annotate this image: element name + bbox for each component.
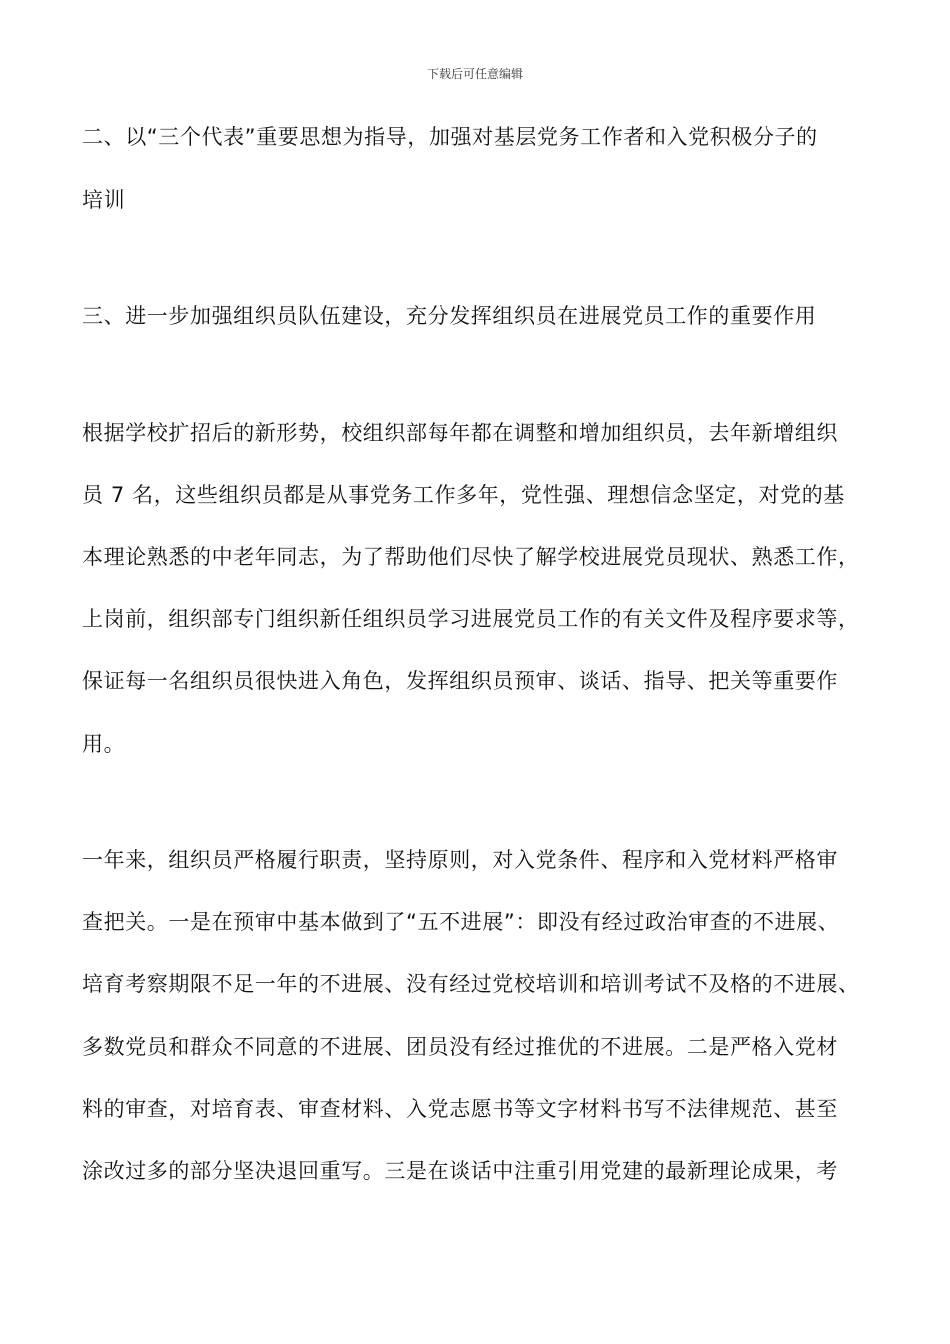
paragraph-2-line-5: 料的审查，对培育表、审查材料、入党志愿书等文字材料书写不法律规范、甚至: [82, 1097, 838, 1121]
paragraph-1-line-1: 根据学校扩招后的新形势，校组织部每年都在调整和增加组织员，去年新增组织: [82, 421, 838, 445]
paragraph-1-line-2: 员 7 名，这些组织员都是从事党务工作多年，党性强、理想信念坚定，对党的基: [82, 483, 845, 507]
section-heading-3-line-1: 三、进一步加强组织员队伍建设，充分发挥组织员在进展党员工作的重要作用: [82, 304, 817, 328]
paragraph-2-line-3: 培育考察期限不足一年的不进展、没有经过党校培训和培训考试不及格的不进展、: [82, 972, 860, 996]
section-heading-2-line-1: 二、以“三个代表”重要思想为指导，加强对基层党务工作者和入党积极分子的: [82, 125, 818, 149]
paragraph-2-line-2: 查把关。一是在预审中基本做到了“五不进展”：即没有经过政治审查的不进展、: [82, 910, 840, 934]
paragraph-2-line-4: 多数党员和群众不同意的不进展、团员没有经过推优的不进展。二是严格入党材: [82, 1035, 838, 1059]
paragraph-2-line-6: 涂改过多的部分坚决退回重写。三是在谈话中注重引用党建的最新理论成果，考: [82, 1159, 838, 1183]
paragraph-1-line-3: 本理论熟悉的中老年同志，为了帮助他们尽快了解学校进展党员现状、熟悉工作，: [82, 545, 860, 569]
paragraph-1-line-6: 用。: [82, 732, 126, 756]
section-heading-2-line-2: 培训: [82, 188, 126, 212]
paragraph-2-line-1: 一年来，组织员严格履行职责，坚持原则，对入党条件、程序和入党材料严格审: [82, 848, 838, 872]
page-header: 下载后可任意编辑: [426, 67, 523, 81]
paragraph-1-line-5: 保证每一名组织员很快进入角色，发挥组织员预审、谈话、指导、把关等重要作: [82, 669, 838, 693]
paragraph-1-line-4: 上岗前，组织部专门组织新任组织员学习进展党员工作的有关文件及程序要求等，: [82, 607, 860, 631]
